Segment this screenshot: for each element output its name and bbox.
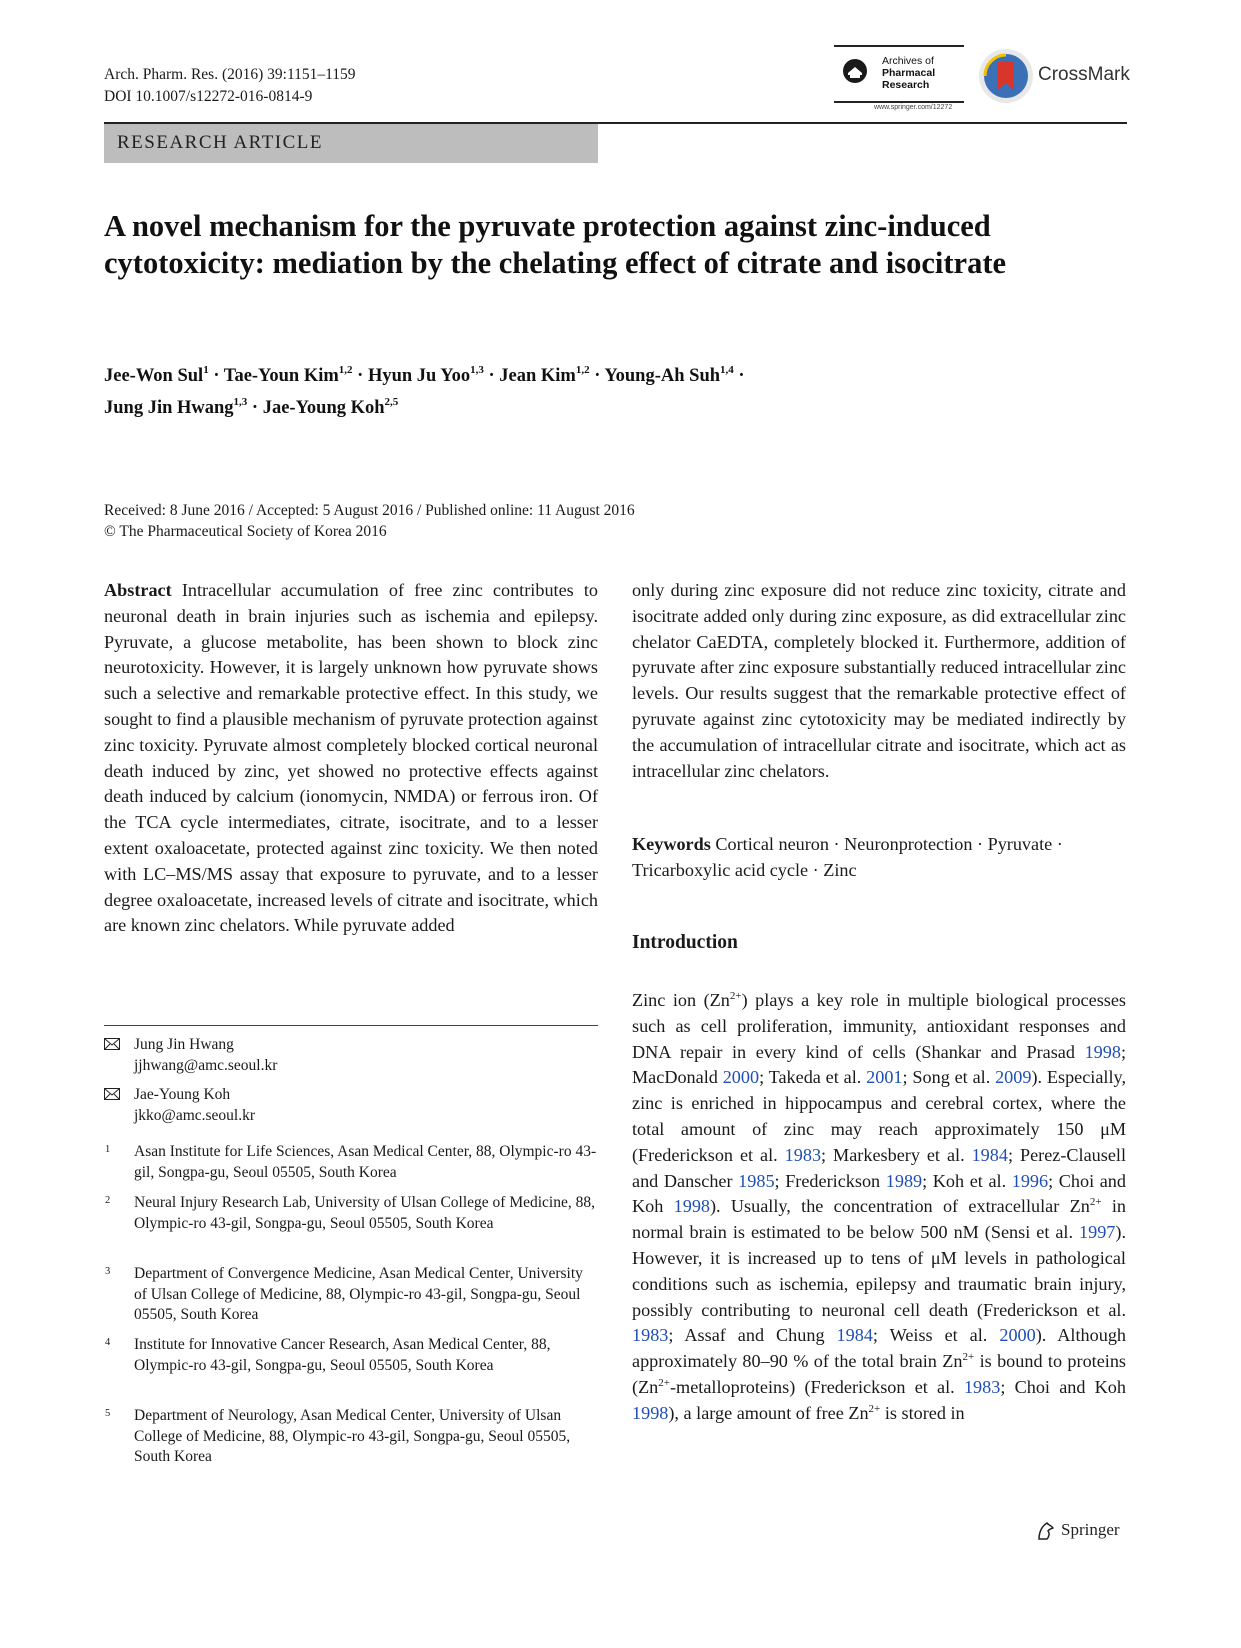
- envelope-icon: [104, 1088, 120, 1100]
- author[interactable]: Jee-Won Sul$^1$: [104, 364, 209, 386]
- article-type-banner: [104, 124, 598, 163]
- affiliation-number: 5: [105, 1408, 111, 1419]
- reference-link[interactable]: 1996: [1011, 1170, 1049, 1191]
- footnote-rule: [104, 1025, 598, 1026]
- crossmark-label: CrossMark: [1038, 64, 1130, 85]
- affiliation-number: 3: [105, 1266, 111, 1277]
- affiliation-number: 1: [105, 1144, 111, 1155]
- history-dates: Received: 8 June 2016 / Accepted: 5 August 2016 / Published online: 11 August 2016: [104, 502, 635, 519]
- journal-logo[interactable]: [834, 45, 964, 115]
- journal-name: Archives of Pharmacal Research: [882, 55, 936, 91]
- journal-emblem-icon: [842, 58, 868, 84]
- reference-link[interactable]: 1984: [971, 1144, 1008, 1165]
- reference-link[interactable]: 1983: [632, 1325, 669, 1346]
- keywords-label: Keywords: [632, 834, 711, 854]
- keywords-text: Cortical neuron · Neuronprotection · Pyruvate · Tricarboxylic acid cycle · Zinc: [632, 834, 1063, 880]
- abstract-text: Intracellular accumulation of free zinc contributes to neuronal death in brain injuries such as ischemia and epilepsy. Pyruvate, a glucose metabolite, has been shown to block zinc neurotoxicity. However, it is largely unknown how pyruvate shows such a selective and remarkable protective effect. In this study, we sought to find a plausible mechanism of pyruvate protection against zinc toxicity. Pyruvate almost completely blocked cortical neuronal death induced by zinc, yet showed no protective effects against death induced by calcium (ionomycin, NMDA) or ferrous iron. Of the TCA cycle intermediates, citrate, isocitrate, and to a lesser extent oxaloacetate, protected against zinc toxicity. We then noted with LC–MS/MS assay that exposure to pyruvate, and to a lesser degree oxaloacetate, increased levels of citrate and isocitrate, which are known zinc chelators. While pyruvate added: [104, 580, 598, 936]
- reference-link[interactable]: 1997: [1079, 1222, 1116, 1243]
- author[interactable]: Jung Jin Hwang$^{1,3}$: [104, 396, 248, 418]
- author-list: Jee-Won Sul$^1$ · Tae-Youn Kim$^{1,2}$ · Hyun Ju Yoo$^{1,3}$ · Jean Kim$^{1,2}$ · Young-Ah Suh$^{1,4}$ · Jung Jin Hwang$^{1,3}$ · Jae-Young Koh$^{2,5}$: [104, 364, 745, 418]
- correspondence-email[interactable]: jjhwang@amc.seoul.kr: [134, 1056, 278, 1074]
- envelope-icon: [104, 1038, 120, 1050]
- publisher-name: Springer: [1061, 1520, 1120, 1539]
- correspondence-entry: [104, 1035, 598, 1077]
- reference-link[interactable]: 2000: [722, 1067, 760, 1088]
- correspondence-email[interactable]: jkko@amc.seoul.kr: [134, 1106, 256, 1124]
- affiliation: [104, 1193, 598, 1255]
- author[interactable]: Jae-Young Koh$^{2,5}$: [262, 396, 399, 418]
- copyright: © The Pharmaceutical Society of Korea 2016: [104, 523, 387, 540]
- author[interactable]: Young-Ah Suh$^{1,4}$: [604, 364, 734, 386]
- reference-link[interactable]: 1998: [632, 1402, 669, 1423]
- reference-link[interactable]: 2009: [995, 1067, 1032, 1088]
- affiliation-text: Neural Injury Research Lab, University of Ulsan College of Medicine, 88, Olympic-ro 43-gil, Songpa-gu, Seoul 05505, South Korea: [134, 1194, 595, 1232]
- affiliation-number: 2: [105, 1195, 111, 1206]
- affiliation: [104, 1406, 598, 1468]
- citation-doi[interactable]: DOI 10.1007/s12272-016-0814-9: [104, 88, 313, 105]
- correspondence-name: Jung Jin Hwang: [134, 1036, 234, 1053]
- abstract-label: Abstract: [104, 580, 172, 600]
- correspondence-entry: [104, 1085, 598, 1127]
- reference-link[interactable]: 1983: [963, 1376, 1001, 1397]
- reference-link[interactable]: 2001: [866, 1067, 903, 1088]
- abstract-right: only during zinc exposure did not reduce zinc toxicity, citrate and isocitrate added only during zinc exposure, as did extracellular zinc chelator CaEDTA, completely blocked it. Furthermore, addition of pyruvate after zinc exposure substantially reduced intracellular zinc levels. Our results suggest that the remarkable protective effect of pyruvate against zinc cytotoxicity may be mediated indirectly by the accumulation of intracellular citrate and isocitrate, which act as intracellular zinc chelators.: [632, 580, 1126, 781]
- reference-link[interactable]: 1989: [885, 1170, 923, 1191]
- correspondence-name: Jae-Young Koh: [134, 1086, 231, 1103]
- affiliation: [104, 1335, 598, 1397]
- author[interactable]: Jean Kim$^{1,2}$: [499, 364, 590, 386]
- journal-citation: [104, 64, 356, 108]
- introduction-heading: Introduction: [632, 932, 738, 953]
- affiliation-number: 4: [105, 1337, 111, 1348]
- crossmark-badge[interactable]: [978, 48, 1128, 108]
- author[interactable]: Tae-Youn Kim$^{1,2}$: [223, 364, 353, 386]
- reference-link[interactable]: 1983: [784, 1144, 822, 1165]
- affiliation-text: Institute for Innovative Cancer Research, Asan Medical Center, 88, Olympic-ro 43-gil, Songpa-gu, Seoul 05505, South Korea: [134, 1336, 551, 1374]
- reference-link[interactable]: 1998: [673, 1196, 710, 1217]
- reference-link[interactable]: 1998: [1084, 1041, 1121, 1062]
- author[interactable]: Hyun Ju Yoo$^{1,3}$: [367, 364, 484, 386]
- article-type: RESEARCH ARTICLE: [117, 132, 324, 153]
- journal-url[interactable]: www.springer.com/12272: [874, 104, 953, 111]
- reference-link[interactable]: 1985: [738, 1170, 775, 1191]
- citation-volume: Arch. Pharm. Res. (2016) 39:1151–1159: [104, 66, 356, 83]
- reference-link[interactable]: 2000: [999, 1325, 1036, 1346]
- affiliation-text: Department of Neurology, Asan Medical Center, University of Ulsan College of Medicine, 88, Olympic-ro 43-gil, Songpa-gu, Seoul 05505, South Korea: [134, 1407, 571, 1465]
- affiliation: [104, 1264, 598, 1326]
- affiliation-text: Department of Convergence Medicine, Asan Medical Center, University of Ulsan College of Medicine, 88, Olympic-ro 43-gil, Songpa-gu, Seoul 05505, South Korea: [134, 1265, 583, 1323]
- article-title: A novel mechanism for the pyruvate protection against zinc-induced cytotoxicity: mediation by the chelating effect of citrate and isocitrate: [104, 209, 1007, 280]
- crossmark-icon: [978, 48, 1034, 104]
- springer-horse-icon: [1035, 1520, 1057, 1542]
- affiliation-text: Asan Institute for Life Sciences, Asan Medical Center, 88, Olympic-ro 43-gil, Songpa-gu, Seoul 05505, South Korea: [134, 1143, 597, 1181]
- introduction-paragraph: Zinc ion $(Zn^{2+})$ plays a key role in multiple biological processes such as cell proliferation, immunity, antioxidant responses and DNA repair in every kind of cells (Shankar and Prasad 1998; MacDonald 2000; Takeda et al. 2001; Song et al. 2009). Especially, zinc is enriched in hippocampus and cerebral cortex, where the total amount of zinc may reach approximately 150 μM (Frederickson et al. 1983; Markesbery et al. 1984; Perez-Clausell and Danscher 1985; Frederickson 1989; Koh et al. 1996; Choi and Koh 1998). Usually, the concentration of extracellular $Zn^{2+}$ in normal brain is estimated to be below 500 nM (Sensi et al. 1997). However, it is increased up to tens of μM levels in pathological conditions such as ischemia, epilepsy and traumatic brain injury, possibly contributing to neuronal cell death (Frederickson et al. 1983; Assaf and Chung 1984; Weiss et al. 2000). Although approximately 80–90 % of the total brain $Zn^{2+}$ is bound to proteins $(Zn^{2+}-metalloproteins)$ (Frederickson et al. 1983; Choi and Koh 1998), a large amount of free $Zn^{2+}$ is stored in: [632, 990, 1127, 1423]
- abstract-left: [104, 578, 598, 939]
- keywords: [632, 832, 1126, 884]
- affiliation: [104, 1142, 598, 1184]
- reference-link[interactable]: 1984: [836, 1325, 873, 1346]
- publisher-logo: [1035, 1519, 1135, 1543]
- publication-dates: [104, 500, 635, 542]
